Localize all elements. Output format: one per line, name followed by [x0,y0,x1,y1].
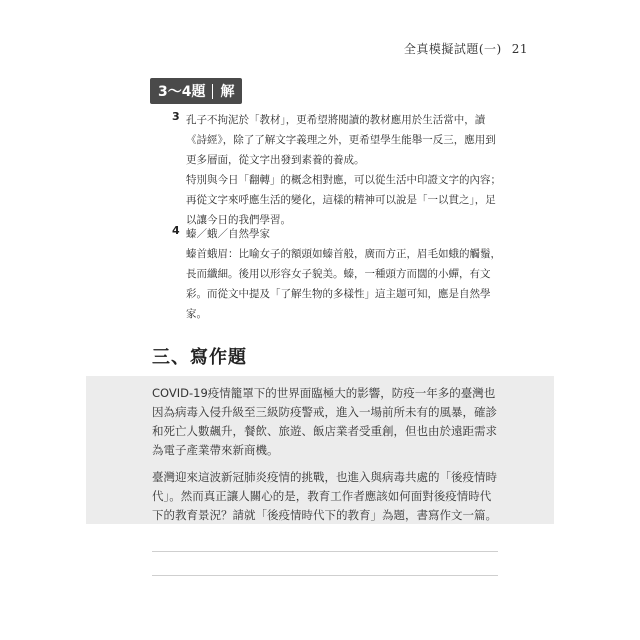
answer-label: 解 [220,84,235,100]
answer-section-tag [150,78,242,104]
answer-body [186,224,502,324]
tag-divider [212,84,213,99]
prompt-content [152,384,500,533]
answer-number: 4 [172,224,180,237]
answer-number: 3 [172,110,180,123]
answer-body [186,110,502,230]
writing-line [152,551,498,552]
prompt-paragraph: COVID-19疫情籠罩下的世界面臨極大的影響，防疫一年多的臺灣也因為病毒入侵升級至三級防疫警戒，進入一場前所未有的風暴，確診和死亡人數飆升，餐飲、旅遊、飯店業者受重創，但也由於遠距需求為電子產業帶來新商機。 [152,386,497,457]
answer-keywords: 螓／蛾／自然學家 [186,228,270,240]
writing-line [152,575,498,576]
answer-paragraph: 特別與今日「翻轉」的概念相對應，可以從生活中印證文字的內容；再從文字來呼應生活的變化，這樣的精神可以說是「一以貫之」，足以讓今日的我們學習。 [186,174,501,226]
section-title: 三、寫作題 [152,347,247,368]
prompt-paragraph: 臺灣迎來這波新冠肺炎疫情的挑戰，也進入與病毒共處的「後疫情時代」。然而真正讓人關心的是，教育工作者應該如何面對後疫情時代下的教育景況？請就「後疫情時代下的教育」為題，書寫作文一篇。 [152,470,497,522]
answer-item [172,110,502,230]
question-range: 3～4題 [158,84,206,100]
answer-paragraph: 孔子不拘泥於「教材」，更希望將閱讀的教材應用於生活當中，讀《詩經》，除了了解文字義理之外，更希望學生能舉一反三，應用到更多層面，從文字出發到素養的養成。 [186,114,496,166]
writing-prompt-box [86,376,554,524]
running-title: 全真模擬試題(一) [403,42,502,56]
answer-item [172,224,502,324]
page-number: 21 [511,42,528,56]
answer-paragraph: 螓首蛾眉：比喻女子的額頭如螓首般，廣而方正，眉毛如蛾的觸鬚，長而纖細。後用以形容女子貌美。螓，一種頭方而闊的小蟬，有文彩。而從文中提及「了解生物的多樣性」這主題可知，應是自然學家。 [186,248,501,320]
running-header [404,40,528,57]
